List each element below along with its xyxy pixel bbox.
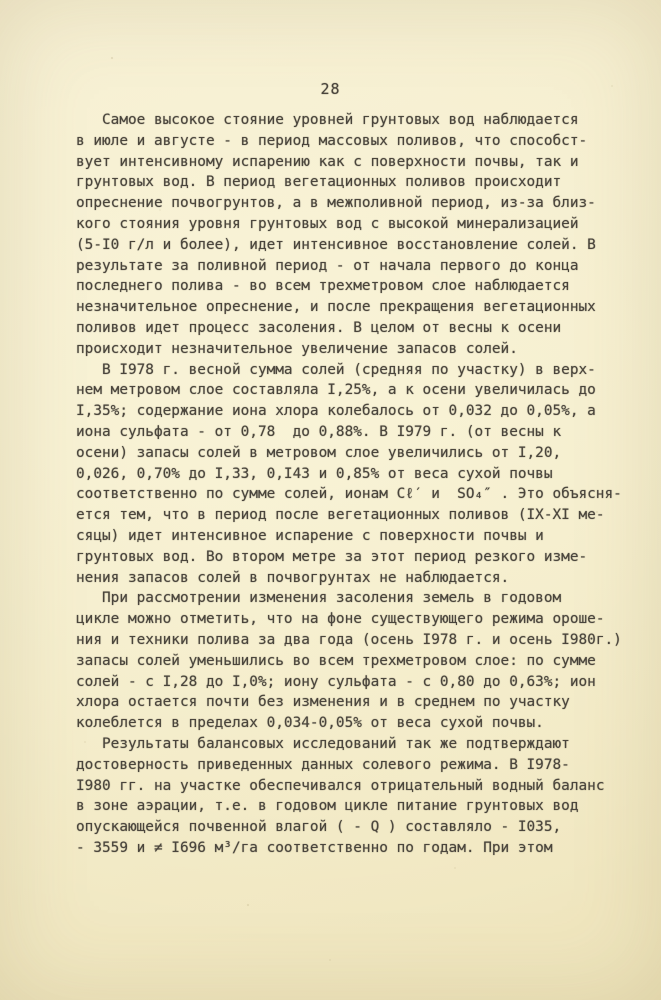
text-line: грунтовых вод. Во втором метре за этот период резкого изме- <box>76 548 588 565</box>
text-line: В I978 г. весной сумма солей (средняя по участку) в верх- <box>76 361 596 378</box>
text-line: опускающейся почвенной влагой ( - Q ) составляло - I035, <box>76 819 562 836</box>
text-line: запасы солей уменьшились во всем трехметровом слое: по сумме <box>76 652 596 669</box>
text-line: кого стояния уровня грунтовых вод с высокой минерализацией <box>76 215 579 232</box>
text-line: происходит незначительное увеличение запасов солей. <box>76 340 518 357</box>
text-line: грунтовых вод. В период вегетационных поливов происходит <box>76 174 562 191</box>
text-line: вует интенсивному испарению как с поверхности почвы, так и <box>76 153 579 170</box>
text-line: Результаты балансовых исследований так же подтверждают <box>76 735 570 752</box>
text-line: солей - с I,28 до I,0%; иону сульфата - с 0,80 до 0,63%; ион <box>76 673 596 690</box>
text-line: последнего полива - во всем трехметровом слое наблюдается <box>76 278 570 295</box>
page-number: 28 <box>320 80 341 98</box>
text-line: I980 гг. на участке обеспечивался отрицательный водный баланс <box>76 777 605 794</box>
text-line: незначительное опреснение, и после прекращения вегетационных <box>76 299 596 316</box>
text-line: нения запасов солей в почвогрунтах не наблюдается. <box>76 569 510 586</box>
text-line: хлора остается почти без изменения и в среднем по участку <box>76 694 570 711</box>
text-line: поливов идет процесс засоления. В целом от весны к осени <box>76 319 562 336</box>
text-line: При рассмотрении изменения засоления земель в годовом <box>76 590 562 607</box>
text-block <box>76 110 621 859</box>
text-line: колеблется в пределах 0,034-0,05% от веса сухой почвы. <box>76 715 544 732</box>
text-line: результате за поливной период - от начала первого до конца <box>76 257 579 274</box>
text-line: 0,026, 0,70% до I,33, 0,I43 и 0,85% от веса сухой почвы <box>76 465 553 482</box>
text-line: цикле можно отметить, что на фоне существующего режима ороше- <box>76 611 605 628</box>
text-line: в зоне аэрации, т.е. в годовом цикле питание грунтовых вод <box>76 798 579 815</box>
text-line: Самое высокое стояние уровней грунтовых вод наблюдается <box>76 112 579 128</box>
text-line: иона сульфата - от 0,78 до 0,88%. В I979 г. (от весны к <box>76 423 562 440</box>
text-line: соответственно по сумме солей, ионам Cℓ′ и SO₄″ . Это объясня- <box>76 486 622 503</box>
text-line: ния и техники полива за два года (осень I978 г. и осень I980г.) <box>76 631 622 648</box>
text-line: опреснение почвогрунтов, а в межполивной период, из-за близ- <box>76 195 596 212</box>
text-line: ется тем, что в период после вегетационных поливов (IX-XI ме- <box>76 507 605 524</box>
text-line: достоверность приведенных данных солевого режима. В I978- <box>76 756 570 773</box>
text-line: нем метровом слое составляла I,25%, а к осени увеличилась до <box>76 382 596 399</box>
text-line: осени) запасы солей в метровом слое увеличились от I,20, <box>76 444 562 461</box>
text-line: I,35%; содержание иона хлора колебалось от 0,032 до 0,05%, а <box>76 403 596 420</box>
text-line: сяцы) идет интенсивное испарение с поверхности почвы и <box>76 527 544 544</box>
text-line: (5-I0 г/л и более), идет интенсивное восстановление солей. В <box>76 236 596 253</box>
text-line: - 3559 и ≠ I696 м³/га соответственно по годам. При этом <box>76 839 553 856</box>
text-line: в июле и августе - в период массовых поливов, что способст- <box>76 132 588 149</box>
